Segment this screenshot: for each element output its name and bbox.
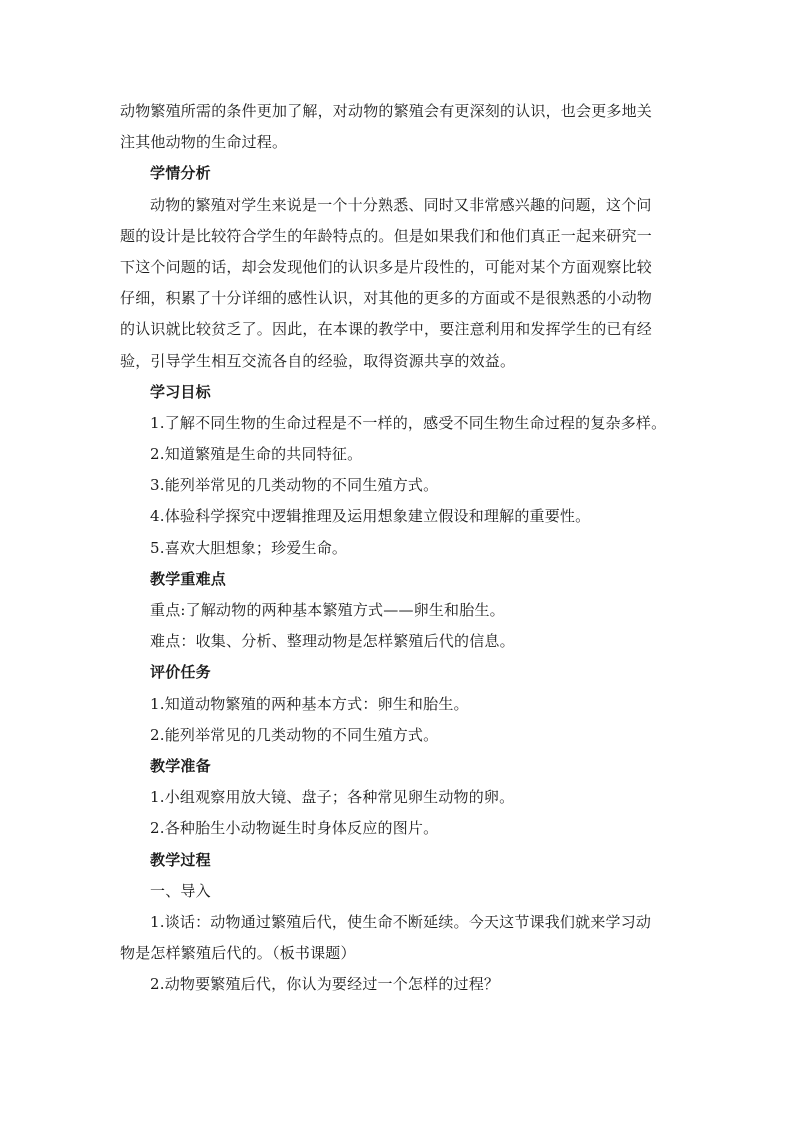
body-text-line: 物是怎样繁殖后代的。（板书课题） [120,944,356,963]
section-heading-learning-goals: 学习目标 [150,382,211,401]
body-text-line: 下这个问题的话，却会发现他们的认识多是片段性的，可能对某个方面观察比较 [120,257,653,276]
body-text-line: 题的设计是比较符合学生的年龄特点的。但是如果我们和他们真正一起来研究一 [120,226,653,245]
list-item: 2.各种胎生小动物诞生时身体反应的图片。 [150,819,439,838]
list-item: 1.知道动物繁殖的两种基本方式：卵生和胎生。 [150,694,469,713]
list-item: 1.了解不同生物的生命过程是不一样的，感受不同生物生命过程的复杂多样。 [150,413,667,432]
subsection-heading: 一、导入 [150,881,211,900]
body-text-line: 仔细，积累了十分详细的感性认识，对其他的更多的方面或不是很熟悉的小动物 [120,289,653,308]
body-text-line: 验，引导学生相互交流各自的经验，取得资源共享的效益。 [120,351,516,370]
list-item: 2.能列举常见的几类动物的不同生殖方式。 [150,725,439,744]
body-text-line: 的认识就比较贫乏了。因此，在本课的教学中，要注意利用和发挥学生的已有经 [120,320,653,339]
list-item: 1.谈话：动物通过繁殖后代，使生命不断延续。今天这节课我们就来学习动 [150,912,652,931]
list-item: 3.能列举常见的几类动物的不同生殖方式。 [150,476,439,495]
document-page [120,96,680,1000]
section-heading-process: 教学过程 [150,850,211,869]
body-text-line: 动物繁殖所需的条件更加了解，对动物的繁殖会有更深刻的认识，也会更多地关 [120,102,653,120]
section-heading-student-analysis: 学情分析 [150,164,211,183]
section-heading-preparation: 教学准备 [150,756,211,775]
body-text-line: 重点:了解动物的两种基本繁殖方式——卵生和胎生。 [150,601,505,619]
list-item: 2.知道繁殖是生命的共同特征。 [150,445,363,464]
body-text-line: 注其他动物的生命过程。 [120,133,288,152]
section-heading-key-points: 教学重难点 [150,569,227,588]
list-item: 5.喜欢大胆想象；珍爱生命。 [150,538,348,557]
list-item: 1.小组观察用放大镜、盘子；各种常见卵生动物的卵。 [150,788,515,807]
body-text-line: 动物的繁殖对学生来说是一个十分熟悉、同时又非常感兴趣的问题，这个问 [150,195,652,214]
list-item: 4.体验科学探究中逻辑推理及运用想象建立假设和理解的重要性。 [150,507,591,526]
section-heading-evaluation: 评价任务 [150,663,211,682]
body-text-line: 难点：收集、分析、整理动物是怎样繁殖后代的信息。 [150,632,515,651]
list-item: 2.动物要繁殖后代，你认为要经过一个怎样的过程？ [150,975,500,994]
